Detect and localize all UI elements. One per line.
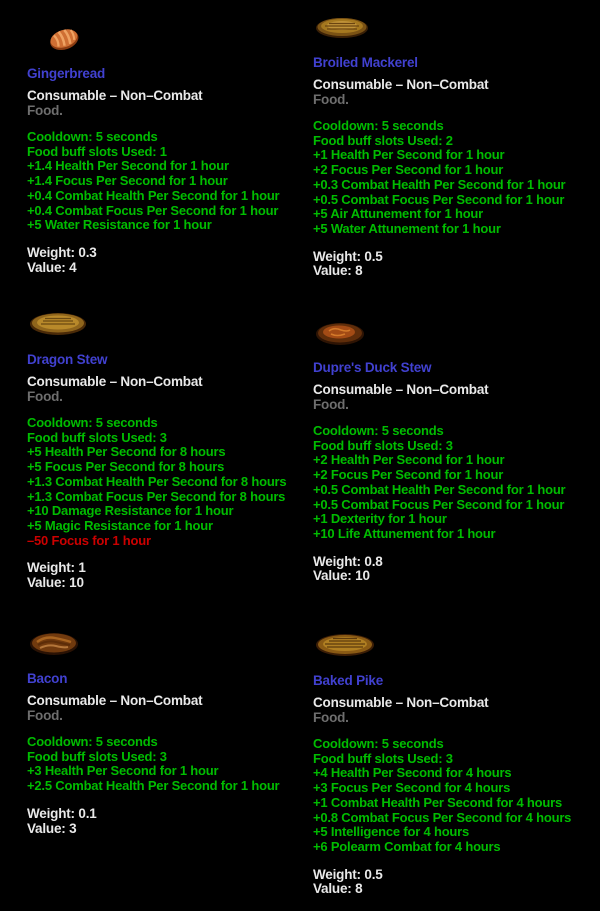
item-value — [313, 882, 600, 897]
item-type-line: Consumable – Non–Combat — [313, 382, 489, 397]
buff-line: Food buff slots Used: 3 — [27, 748, 167, 764]
item-name: Dupre's Duck Stew — [313, 360, 432, 375]
buff-line: +2 Health Per Second for 1 hour — [313, 452, 505, 468]
buff-line: +0.5 Combat Focus Per Second for 1 hour — [313, 496, 565, 512]
value-label: Value: — [27, 575, 66, 591]
weight-label: Weight: — [313, 553, 361, 569]
item-tooltip-baked-pike — [313, 629, 600, 897]
broiled-mackerel-icon[interactable] — [313, 11, 600, 55]
item-tooltip-gingerbread — [27, 22, 314, 275]
weight-value: 0.5 — [364, 866, 383, 882]
item-weight — [313, 868, 600, 883]
item-value — [313, 569, 600, 584]
buff-line: +0.5 Combat Focus Per Second for 1 hour — [313, 191, 565, 207]
buff-line: +10 Life Attunement for 1 hour — [313, 525, 496, 541]
item-stats — [27, 561, 314, 590]
item-value — [27, 261, 314, 276]
buff-line: +2.5 Combat Health Per Second for 1 hour — [27, 778, 280, 794]
item-name: Bacon — [27, 671, 68, 686]
buff-line: +1.3 Combat Focus Per Second for 8 hours — [27, 488, 286, 504]
buff-line: +1 Health Per Second for 1 hour — [313, 147, 505, 163]
buff-line: Cooldown: 5 seconds — [313, 118, 444, 133]
value-label: Value: — [27, 259, 66, 275]
item-weight — [27, 561, 314, 576]
value-value: 3 — [69, 820, 77, 836]
buff-line: +10 Damage Resistance for 1 hour — [27, 503, 234, 519]
item-effects — [27, 130, 314, 233]
item-tooltip-dupres-duck-stew — [313, 316, 600, 584]
value-value: 10 — [355, 568, 370, 584]
item-weight — [313, 250, 600, 265]
item-tooltip-broiled-mackerel — [313, 11, 600, 279]
buff-line: +5 Water Resistance for 1 hour — [27, 217, 212, 233]
item-category: Food. — [27, 389, 63, 404]
item-value — [313, 264, 600, 279]
buff-line: +5 Focus Per Second for 8 hours — [27, 459, 225, 475]
buff-line: +1.4 Focus Per Second for 1 hour — [27, 173, 228, 189]
dupres-duck-stew-icon[interactable] — [313, 316, 600, 360]
buff-line: +5 Intelligence for 4 hours — [313, 824, 470, 840]
weight-value: 0.5 — [364, 248, 383, 264]
buff-line: +0.5 Combat Health Per Second for 1 hour — [313, 481, 566, 497]
value-value: 4 — [69, 259, 77, 275]
buff-line: +4 Health Per Second for 4 hours — [313, 765, 512, 781]
gingerbread-icon[interactable] — [27, 22, 314, 66]
item-type-line: Consumable – Non–Combat — [27, 374, 203, 389]
weight-label: Weight: — [27, 805, 75, 821]
item-name: Baked Pike — [313, 673, 384, 688]
item-tooltip-bacon — [27, 627, 314, 836]
buff-line: +5 Magic Resistance for 1 hour — [27, 517, 213, 533]
bacon-icon[interactable] — [27, 627, 314, 671]
item-value — [27, 576, 314, 591]
item-stats — [313, 868, 600, 897]
item-value — [27, 822, 314, 837]
item-weight — [313, 555, 600, 570]
buff-line: +5 Water Attunement for 1 hour — [313, 220, 501, 236]
buff-line: +1 Combat Health Per Second for 4 hours — [313, 794, 563, 810]
buff-line: Cooldown: 5 seconds — [27, 129, 158, 144]
weight-value: 0.3 — [78, 244, 97, 260]
buff-line: +5 Health Per Second for 8 hours — [27, 444, 226, 460]
debuff-line: –50 Focus for 1 hour — [27, 532, 151, 548]
weight-label: Weight: — [313, 866, 361, 882]
item-type-line: Consumable – Non–Combat — [313, 77, 489, 92]
item-effects — [313, 737, 600, 855]
buff-line: Cooldown: 5 seconds — [313, 736, 444, 751]
buff-line: +3 Focus Per Second for 4 hours — [313, 780, 511, 796]
buff-line: +2 Focus Per Second for 1 hour — [313, 162, 504, 178]
item-stats — [313, 555, 600, 584]
item-weight — [27, 807, 314, 822]
item-type-line: Consumable – Non–Combat — [27, 88, 203, 103]
item-category: Food. — [313, 397, 349, 412]
weight-label: Weight: — [27, 560, 75, 576]
value-label: Value: — [313, 568, 352, 584]
buff-line: +6 Polearm Combat for 4 hours — [313, 838, 501, 854]
value-value: 10 — [69, 575, 84, 591]
value-value: 8 — [355, 881, 363, 897]
buff-line: +2 Focus Per Second for 1 hour — [313, 467, 504, 483]
item-stats — [27, 807, 314, 836]
item-category: Food. — [27, 708, 63, 723]
value-label: Value: — [27, 820, 66, 836]
item-category: Food. — [313, 92, 349, 107]
item-weight — [27, 246, 314, 261]
buff-line: Food buff slots Used: 2 — [313, 132, 453, 148]
item-effects — [313, 424, 600, 542]
buff-line: +0.4 Combat Health Per Second for 1 hour — [27, 187, 280, 203]
baked-pike-icon[interactable] — [313, 629, 600, 673]
weight-label: Weight: — [27, 244, 75, 260]
buff-line: +3 Health Per Second for 1 hour — [27, 763, 219, 779]
item-effects — [27, 735, 314, 794]
buff-line: +0.8 Combat Focus Per Second for 4 hours — [313, 809, 572, 825]
weight-value: 0.8 — [364, 553, 383, 569]
item-effects — [27, 416, 314, 548]
buff-line: +5 Air Attunement for 1 hour — [313, 206, 484, 222]
buff-line: +1 Dexterity for 1 hour — [313, 511, 447, 527]
item-type-line: Consumable – Non–Combat — [27, 693, 203, 708]
buff-line: +1.4 Health Per Second for 1 hour — [27, 158, 229, 174]
buff-line: Cooldown: 5 seconds — [27, 734, 158, 749]
buff-line: Cooldown: 5 seconds — [313, 423, 444, 438]
item-category: Food. — [27, 103, 63, 118]
item-name: Broiled Mackerel — [313, 55, 418, 70]
dragon-stew-icon[interactable] — [27, 308, 314, 352]
value-label: Value: — [313, 881, 352, 897]
item-effects — [313, 119, 600, 237]
buff-line: +1.3 Combat Health Per Second for 8 hours — [27, 473, 287, 489]
weight-value: 0.1 — [78, 805, 97, 821]
buff-line: Food buff slots Used: 1 — [27, 143, 167, 159]
item-name: Gingerbread — [27, 66, 106, 81]
weight-value: 1 — [78, 560, 86, 576]
item-tooltip-dragon-stew — [27, 308, 314, 591]
buff-line: Food buff slots Used: 3 — [313, 437, 453, 453]
buff-line: +0.4 Combat Focus Per Second for 1 hour — [27, 202, 279, 218]
buff-line: Food buff slots Used: 3 — [313, 750, 453, 766]
value-label: Value: — [313, 263, 352, 279]
buff-line: +0.3 Combat Health Per Second for 1 hour — [313, 176, 566, 192]
item-category: Food. — [313, 710, 349, 725]
weight-label: Weight: — [313, 248, 361, 264]
buff-line: Food buff slots Used: 3 — [27, 429, 167, 445]
item-type-line: Consumable – Non–Combat — [313, 695, 489, 710]
value-value: 8 — [355, 263, 363, 279]
buff-line: Cooldown: 5 seconds — [27, 415, 158, 430]
item-stats — [27, 246, 314, 275]
item-stats — [313, 250, 600, 279]
item-name: Dragon Stew — [27, 352, 108, 367]
